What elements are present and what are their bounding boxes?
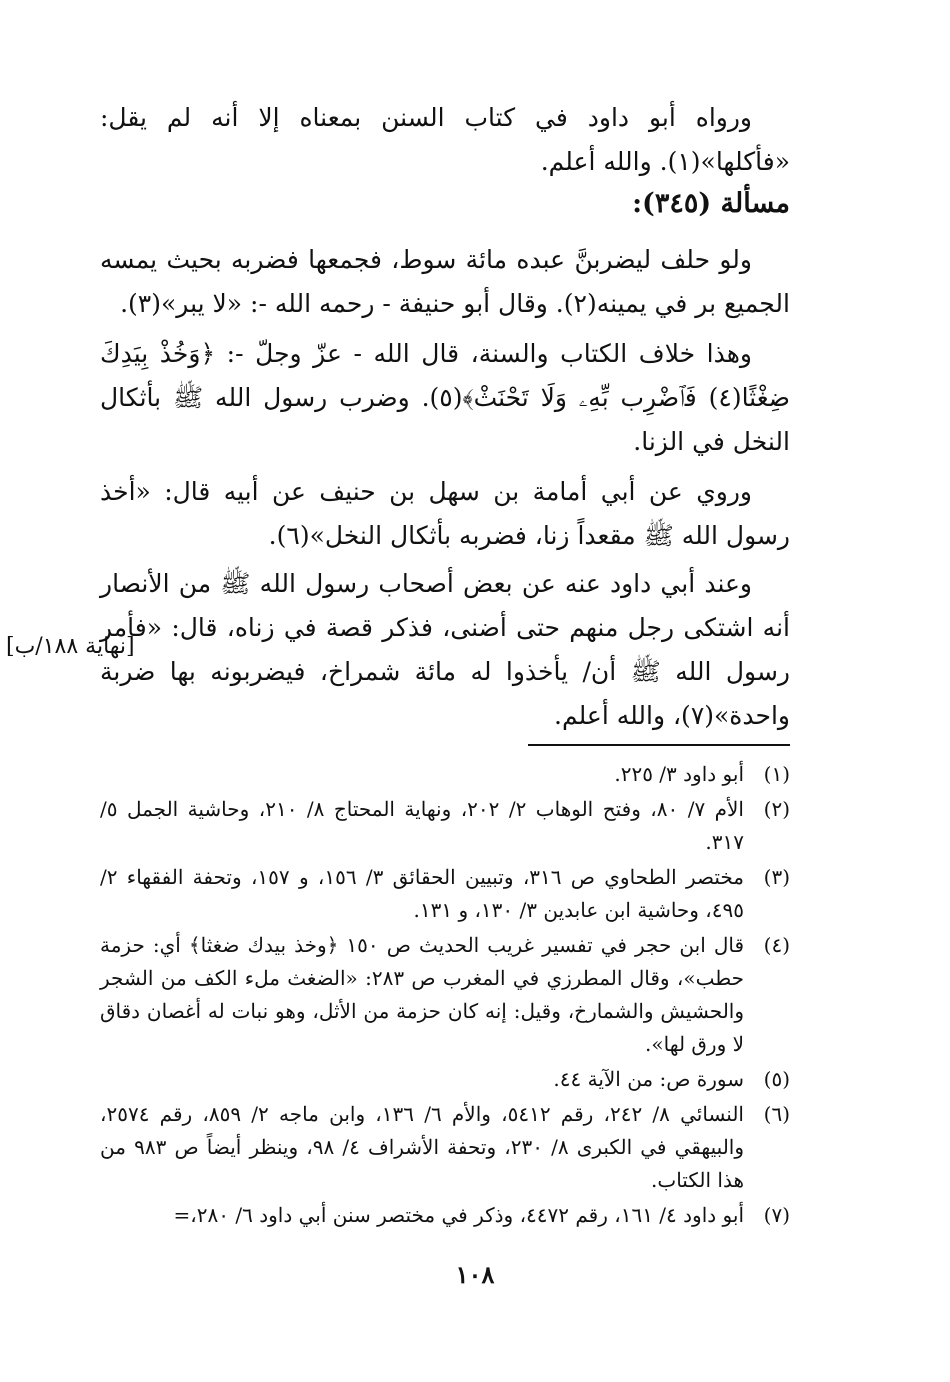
footnote-text: أبو داود ٣/ ٢٢٥. <box>614 762 744 786</box>
footnote-2 <box>100 793 790 859</box>
main-text-block-2 <box>100 238 790 738</box>
page-number: ١٠٨ <box>455 1260 495 1289</box>
footnote-number: (٢) <box>763 797 790 821</box>
footnote-6 <box>100 1098 790 1197</box>
footnote-number: (٣) <box>763 865 790 889</box>
footnote-number: (٤) <box>763 933 790 957</box>
paragraph-4: وروي عن أبي أمامة بن سهل بن حنيف عن أبيه قال: «أخذ رسول الله ﷺ مقعداً زنا، فضربه بأثكال النخل»(٦). <box>100 477 790 550</box>
footnote-text: سورة ص: من الآية ٤٤. <box>553 1067 744 1091</box>
footnote-number: (١) <box>763 762 790 786</box>
footnote-7 <box>100 1199 790 1232</box>
footnote-text: أبو داود ٤/ ١٦١، رقم ٤٤٧٢، وذكر في مختصر سنن أبي داود ٦/ ٢٨٠،= <box>173 1203 744 1227</box>
manuscript-margin-note: [نهاية ١٨٨/ب] <box>6 634 135 659</box>
footnote-number: (٥) <box>763 1067 790 1091</box>
paragraph-3: وهذا خلاف الكتاب والسنة، قال الله - عزّ وجلّ -: ﴿وَخُذْ بِيَدِكَ ضِغْثًا(٤) فَٱضْرِب بِّهِۦ وَلَا تَحْنَثْ﴾(٥). وضرب رسول الله ﷺ بأثكال النخل في الزنا. <box>100 339 791 456</box>
footnote-text: مختصر الطحاوي ص ٣١٦، وتبيين الحقائق ٣/ ١٥٦، و ١٥٧، وتحفة الفقهاء ٢/ ٤٩٥، وحاشية ابن عابدين ٣/ ١٣٠، و ١٣١. <box>100 865 744 922</box>
footnote-5 <box>100 1063 790 1096</box>
issue-heading: مسألة (٣٤٥): <box>632 188 790 219</box>
footnote-text: الأم ٧/ ٨٠، وفتح الوهاب ٢/ ٢٠٢، ونهاية المحتاج ٨/ ٢١٠، وحاشية الجمل ٥/ ٣١٧. <box>100 797 744 854</box>
footnote-4 <box>100 929 790 1061</box>
main-text-block-1 <box>100 96 790 184</box>
footnote-text: النسائي ٨/ ٢٤٢، رقم ٥٤١٢، والأم ٦/ ١٣٦، وابن ماجه ٢/ ٨٥٩، رقم ٢٥٧٤، والبيهقي في الكبرى ٨/ ٢٣٠، وتحفة الأشراف ٤/ ٩٨، وينظر أيضاً ص ٩٨٣ من هذا الكتاب. <box>100 1102 745 1192</box>
footnote-number: (٦) <box>763 1102 790 1126</box>
footnote-text: قال ابن حجر في تفسير غريب الحديث ص ١٥٠ ﴿وخذ بيدك ضغثا﴾ أي: حزمة حطب»، وقال المطرزي في المغرب ص ٢٨٣: «الضغث ملء الكف من الشجر والحشيش والشمارخ، وقيل: إنه كان حزمة من الأثل، وهو نبات له أغصان دقاق لا ورق لها». <box>100 933 744 1056</box>
footnote-1 <box>100 758 790 791</box>
paragraph-1: ورواه أبو داود في كتاب السنن بمعناه إلا أنه لم يقل: «فأكلها»(١). والله أعلم. <box>100 103 790 176</box>
paragraph-2: ولو حلف ليضربنَّ عبده مائة سوط، فجمعها فضربه بحيث يمسه الجميع بر في يمينه(٢). وقال أبو حنيفة - رحمه الله -: «لا يبر»(٣). <box>100 245 790 318</box>
footnotes <box>100 758 790 1234</box>
paragraph-5: وعند أبي داود عنه عن بعض أصحاب رسول الله ﷺ من الأنصار أنه اشتكى رجل منهم حتى أضنى، فذكر قصة في زناه، قال: «فأمر رسول الله ﷺ أن/ يأخذوا له مائة شمراخ، فيضربونه بها ضربة واحدة»(٧)، والله أعلم. <box>100 569 790 730</box>
footnote-3 <box>100 861 790 927</box>
footnote-separator <box>528 744 790 746</box>
footnote-number: (٧) <box>763 1203 790 1227</box>
